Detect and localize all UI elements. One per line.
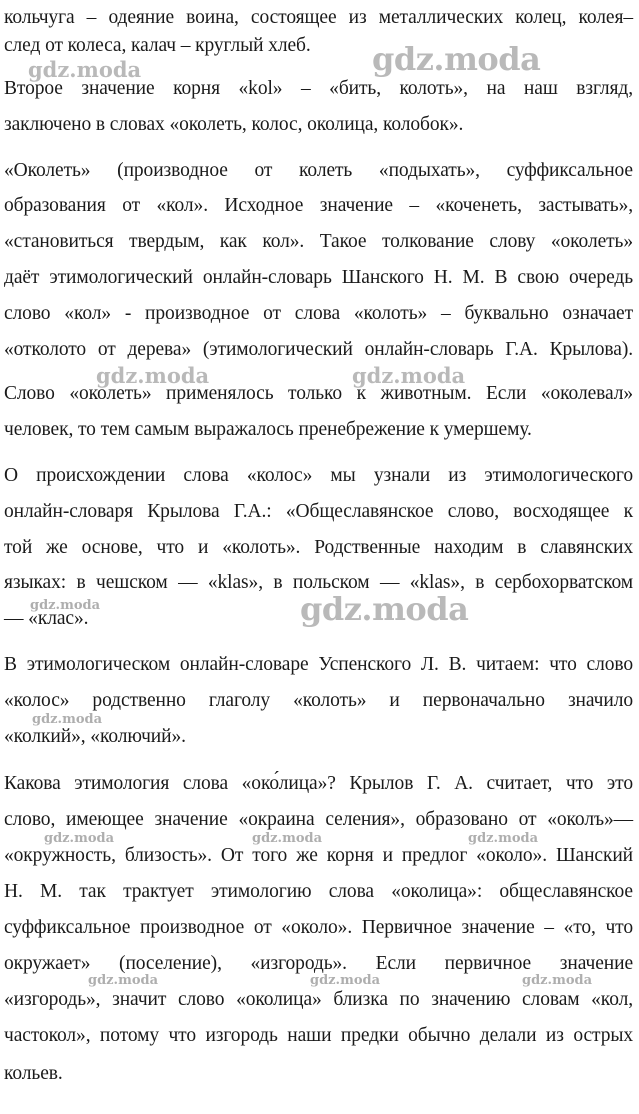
text-line: слово, имеющее значение «окраина селения», образовано от «околъ»— xyxy=(4,809,633,830)
text-line: слово «кол» - производное от слова «колоть» – буквально означает xyxy=(4,303,633,324)
text-line: онлайн-словаря Крылова Г.А.: «Общеславянское слово, восходящее к xyxy=(4,501,633,522)
text-line: кольчуга – одеяние воина, состоящее из металлических колец, колея– xyxy=(4,7,633,28)
text-line: человек, то тем самым выражалось пренебрежение к умершему. xyxy=(4,419,532,440)
text-line: языках: в чешском — «klas», в польском — «klas», в сербохорватском xyxy=(4,572,633,593)
text-line: Второе значение корня «kol» – «бить, колоть», на наш взгляд, xyxy=(4,78,633,99)
text-line: — «клас». xyxy=(4,608,89,629)
watermark: gdz.moda xyxy=(30,598,101,613)
text-line: «изгородь», значит слово «околица» близка по значению словам «кол, xyxy=(4,989,633,1010)
text-line: О происхождении слова «колос» мы узнали из этимологического xyxy=(4,465,633,486)
text-line: частокол», потому что изгородь наши предки обычно делали из острых xyxy=(4,1025,633,1046)
text-line: заключено в словах «околеть, колос, околица, колобок». xyxy=(4,114,464,135)
text-line: Какова этимология слова «око́лица»? Крылов Г. А. считает, что это xyxy=(4,773,633,794)
text-line: В этимологическом онлайн-словаре Успенского Л. В. читаем: что слово xyxy=(4,654,633,675)
text-line: той же основе, что и «колоть». Родственные находим в славянских xyxy=(4,537,633,558)
watermark: gdz.moda xyxy=(252,831,323,846)
watermark: gdz.moda xyxy=(88,973,159,988)
text-line: «колос» родственно глаголу «колоть» и первоначально значило xyxy=(4,690,633,711)
watermark: gdz.moda xyxy=(310,973,381,988)
text-line: образования от «кол». Исходное значение – «коченеть, застывать», xyxy=(4,195,633,216)
text-line: Н. М. так трактует этимологию слова «околица»: общеславянское xyxy=(4,881,633,902)
text-line: след от колеса, калач – круглый хлеб. xyxy=(4,35,311,56)
watermark: gdz.moda xyxy=(32,712,103,727)
watermark: gdz.moda xyxy=(96,363,210,388)
text-line: «окружность, близость». От того же корня и предлог «около». Шанский xyxy=(4,845,633,866)
text-line: окружает» (поселение), «изгородь». Если первичное значение xyxy=(4,953,633,974)
text-line: даёт этимологический онлайн-словарь Шанского Н. М. В свою очередь xyxy=(4,267,633,288)
watermark: gdz.moda xyxy=(44,831,115,846)
text-line: «колкий», «колючий». xyxy=(4,726,186,747)
text-line: «отколото от дерева» (этимологический онлайн-словарь Г.А. Крылова). xyxy=(4,339,633,360)
watermark: gdz.moda xyxy=(28,57,142,82)
text-line: суффиксальное производное от «около». Первичное значение – «то, что xyxy=(4,917,633,938)
watermark: gdz.moda xyxy=(468,831,539,846)
text-line: кольев. xyxy=(4,1063,63,1084)
text-line: «становиться твердым, как кол». Такое толкование слову «околеть» xyxy=(4,231,633,252)
text-line: Слово «околеть» применялось только к животным. Если «околевал» xyxy=(4,383,633,404)
watermark: gdz.moda xyxy=(300,590,469,628)
watermark: gdz.moda xyxy=(372,40,541,78)
text-line: «Околеть» (производное от колеть «подыхать», суффиксальное xyxy=(4,160,633,181)
watermark: gdz.moda xyxy=(352,363,466,388)
watermark: gdz.moda xyxy=(522,973,593,988)
